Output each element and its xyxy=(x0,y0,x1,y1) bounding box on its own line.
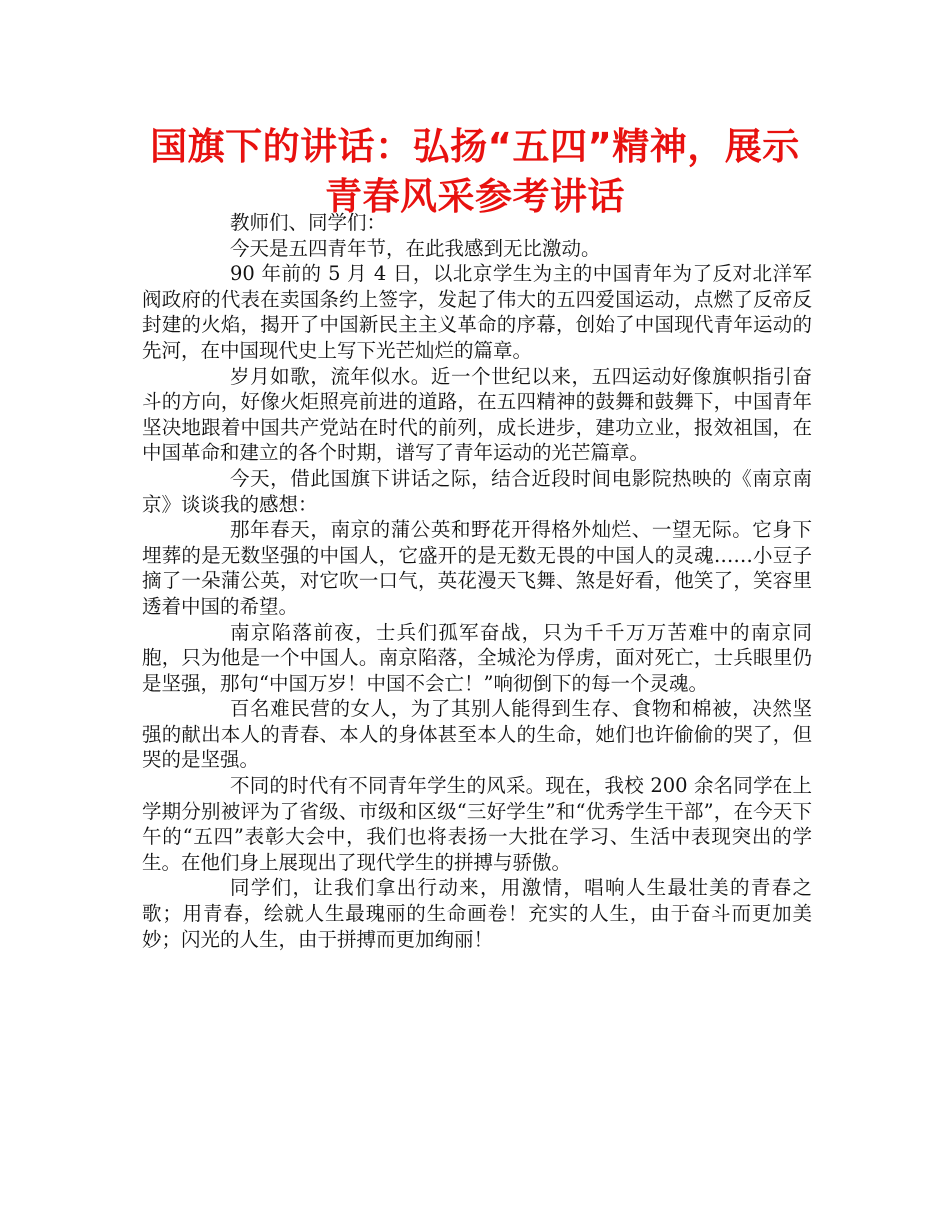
salutation: 教师们、同学们： xyxy=(230,211,387,234)
document-body xyxy=(142,210,812,952)
body-paragraph: 今天，借此国旗下讲话之际，结合近段时间电影院热映的《南京南京》谈谈我的感想： xyxy=(142,466,812,516)
body-paragraph: 南京陷落前夜，士兵们孤军奋战，只为千千万万苦难中的南京同胞，只为他是一个中国人。南京陷落，全城沦为俘虏，面对死亡，士兵眼里仍是坚强，那句“中国万岁！中国不会亡！”响彻倒下的每一个灵魂。 xyxy=(142,620,812,695)
body-paragraph: 岁月如歌，流年似水。近一个世纪以来，五四运动好像旗帜指引奋斗的方向，好像火炬照亮前进的道路，在五四精神的鼓舞和鼓舞下，中国青年坚决地跟着中国共产党站在时代的前列，成长进步，建功立业，报效祖国，在中国革命和建立的各个时期，谱写了青年运动的光芒篇章。 xyxy=(142,364,812,465)
body-paragraph: 不同的时代有不同青年学生的风采。现在，我校 200 余名同学在上学期分别被评为了省级、市级和区级“三好学生”和“优秀学生干部”，在今天下午的“五四”表彰大会中，我们也将表扬一大批在学习、生活中表现突出的学生。在他们身上展现出了现代学生的拼搏与骄傲。 xyxy=(142,774,812,874)
closing-paragraph: 同学们，让我们拿出行动来，用激情，唱响人生最壮美的青春之歌；用青春，绘就人生最瑰丽的生命画卷！充实的人生，由于奋斗而更加美妙；闪光的人生，由于拼搏而更加绚丽！ xyxy=(142,876,812,951)
body-paragraph: 那年春天，南京的蒲公英和野花开得格外灿烂、一望无际。它身下埋葬的是无数坚强的中国人，它盛开的是无数无畏的中国人的灵魂……小豆子摘了一朵蒲公英，对它吹一口气，英花漫天飞舞、煞是好看，他笑了，笑容里透着中国的希望。 xyxy=(142,518,812,618)
body-paragraph: 百名难民营的女人，为了其别人能得到生存、食物和棉被，决然坚强的献出本人的青春、本人的身体甚至本人的生命，她们也许偷偷的哭了，但哭的是坚强。 xyxy=(142,697,812,772)
body-paragraph: 90 年前的 5 月 4 日，以北京学生为主的中国青年为了反对北洋军阀政府的代表在卖国条约上签字，发起了伟大的五四爱国运动，点燃了反帝反封建的火焰，揭开了中国新民主主义革命的序幕，创始了中国现代青年运动的先河，在中国现代史上写下光芒灿烂的篇章。 xyxy=(142,262,812,362)
document-title: 国旗下的讲话：弘扬“五四”精神，展示青春风采参考讲话 xyxy=(150,125,800,218)
body-paragraph: 今天是五四青年节，在此我感到无比激动。 xyxy=(230,236,601,260)
